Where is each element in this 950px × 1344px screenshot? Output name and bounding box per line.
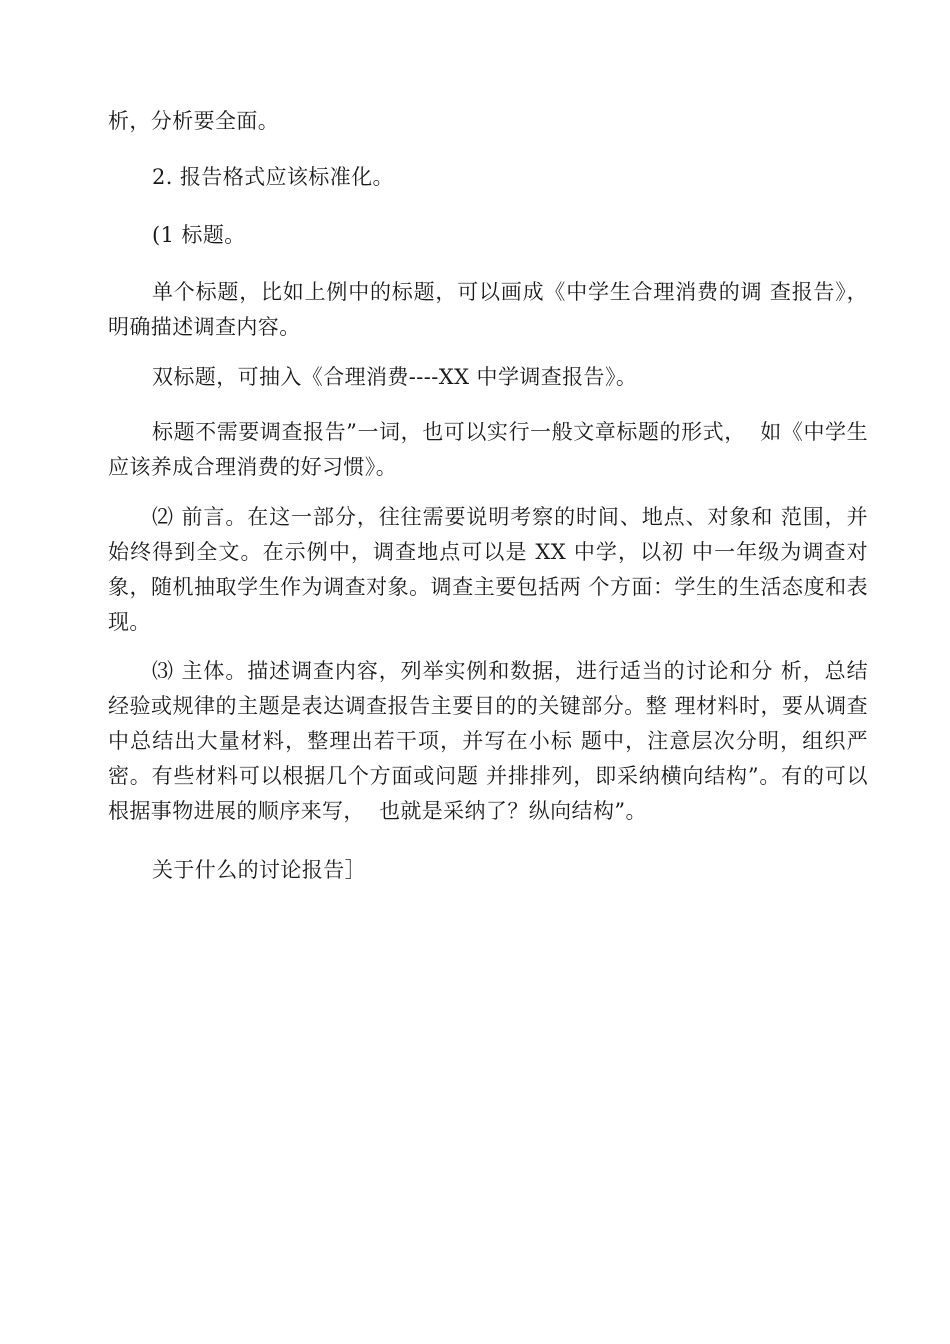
paragraph-continuation: 析，分析要全面。	[108, 109, 280, 133]
paragraph-closing: 关于什么的讨论报告］	[152, 858, 366, 882]
paragraph-title-heading: (1 标题。	[152, 223, 246, 247]
paragraph-double-title: 双标题，可抽入《合理消费----XX 中学调查报告》。	[152, 365, 638, 389]
paragraph-title-form: 标题不需要调查报告”一词，也可以实行一般文章标题的形式， 如《中学生应该养成合理消费的好习惯》。	[108, 420, 868, 479]
paragraph-single-title: 单个标题，比如上例中的标题，可以画成《中学生合理消费的调 查报告》，明确描述调查内容。	[108, 280, 868, 339]
paragraph-preface: ⑵ 前言。在这一部分，往往需要说明考察的时间、地点、对象和 范围，并始终得到全文。在示例中，调查地点可以是 XX 中学，以初 中一年级为调查对象，随机抽取学生作为调查对象。调查主要包括两 个方面：学生的生活态度和表现。	[108, 505, 868, 634]
paragraph-body: ⑶ 主体。描述调查内容，列举实例和数据，进行适当的讨论和分 析，总结经验或规律的主题是表达调查报告主要目的的关键部分。整 理材料时，要从调查中总结出大量材料，整理出若干项，并写在小标 题中，注意层次分明，组织严密。有些材料可以根据几个方面或问题 并排排列，即采纳横向结构”。有的可以根据事物进展的顺序来写， 也就是采纳了？纵向结构”。	[108, 659, 868, 823]
paragraph-format-heading: 2. 报告格式应该标准化。	[152, 165, 394, 189]
